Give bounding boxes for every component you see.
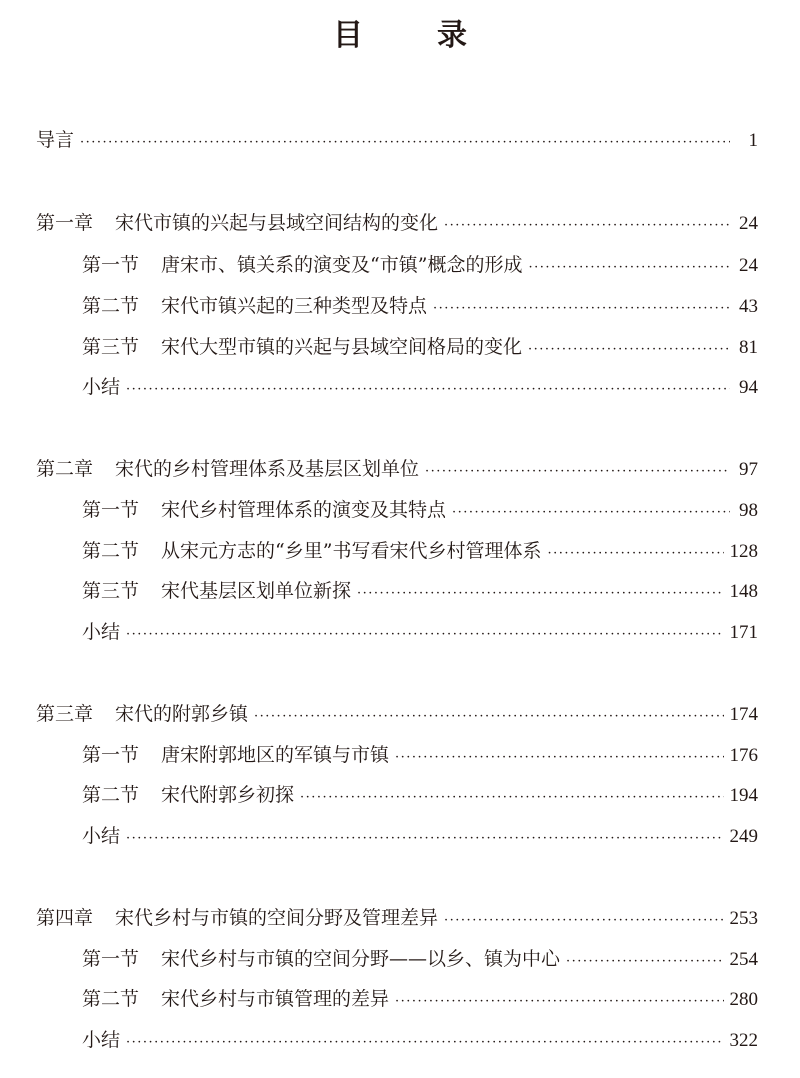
- toc-page-number: 194: [729, 785, 758, 806]
- toc-section[interactable]: [82, 577, 758, 605]
- leader-dots: [433, 295, 730, 323]
- leader-dots: [425, 458, 730, 486]
- toc-page-number: 24: [739, 255, 758, 276]
- toc-chapter-3[interactable]: [36, 700, 758, 728]
- leader-dots: [528, 254, 730, 282]
- section-title: 宋代乡村与市镇的空间分野——以乡、镇为中心: [161, 948, 561, 970]
- toc-page-number: 98: [739, 500, 758, 521]
- section-title: 宋代市镇兴起的三种类型及特点: [161, 295, 428, 317]
- leader-dots: [452, 499, 730, 527]
- toc-page-number: 176: [729, 745, 758, 766]
- toc-summary[interactable]: [82, 618, 758, 646]
- toc-page-number: 249: [729, 826, 758, 847]
- toc-summary[interactable]: [82, 1026, 758, 1054]
- section-title: 宋代乡村与市镇管理的差异: [161, 988, 390, 1010]
- toc-page-number: 171: [729, 622, 758, 643]
- section-number: 第二节: [82, 988, 140, 1010]
- chapter-number: 第三章: [36, 703, 94, 725]
- leader-dots: [444, 212, 730, 240]
- leader-dots: [126, 621, 723, 649]
- leader-dots: [126, 376, 730, 404]
- toc-section[interactable]: [82, 251, 758, 279]
- section-title: 宋代乡村管理体系的演变及其特点: [161, 499, 447, 521]
- toc-page-number: 322: [729, 1030, 758, 1051]
- leader-dots: [566, 948, 723, 976]
- toc-page-number: 174: [729, 704, 758, 725]
- toc-summary[interactable]: [82, 822, 758, 850]
- toc-page-number: 253: [729, 908, 758, 929]
- section-number: 第一节: [82, 254, 140, 276]
- toc-label: 导言: [36, 129, 75, 151]
- section-number: 第二节: [82, 784, 140, 806]
- chapter-number: 第一章: [36, 212, 94, 234]
- leader-dots: [528, 336, 730, 364]
- toc-page-number: 1: [748, 130, 758, 151]
- leader-dots: [444, 907, 723, 935]
- chapter-number: 第二章: [36, 458, 94, 480]
- summary-label: 小结: [82, 621, 121, 643]
- section-title: 唐宋市、镇关系的演变及“市镇”概念的形成: [161, 254, 523, 276]
- section-title: 宋代基层区划单位新探: [161, 580, 352, 602]
- toc-page-number: 81: [739, 337, 758, 358]
- leader-dots: [254, 703, 723, 731]
- chapter-title: 宋代的附郭乡镇: [115, 703, 249, 725]
- section-title: 唐宋附郭地区的军镇与市镇: [161, 744, 390, 766]
- section-number: 第三节: [82, 336, 140, 358]
- section-title: 宋代附郭乡初探: [161, 784, 295, 806]
- title-char-1: 目: [333, 18, 363, 53]
- section-number: 第二节: [82, 540, 140, 562]
- summary-label: 小结: [82, 1029, 121, 1051]
- toc-page-number: 148: [729, 581, 758, 602]
- summary-label: 小结: [82, 825, 121, 847]
- section-title: 宋代大型市镇的兴起与县域空间格局的变化: [161, 336, 523, 358]
- leader-dots: [395, 988, 723, 1016]
- toc-page-number: 280: [729, 989, 758, 1010]
- section-number: 第二节: [82, 295, 140, 317]
- page-title: [0, 10, 800, 54]
- chapter-title: 宋代市镇的兴起与县域空间结构的变化: [115, 212, 439, 234]
- leader-dots: [357, 580, 723, 608]
- leader-dots: [300, 784, 723, 812]
- chapter-number: 第四章: [36, 907, 94, 929]
- toc-chapter-4[interactable]: [36, 904, 758, 932]
- toc-page-number: 128: [729, 541, 758, 562]
- chapter-title: 宋代乡村与市镇的空间分野及管理差异: [115, 907, 439, 929]
- toc-chapter-1[interactable]: [36, 209, 758, 237]
- leader-dots: [395, 744, 723, 772]
- chapter-title: 宋代的乡村管理体系及基层区划单位: [115, 458, 420, 480]
- summary-label: 小结: [82, 376, 121, 398]
- toc-page-number: 97: [739, 459, 758, 480]
- leader-dots: [80, 129, 730, 157]
- section-title: 从宋元方志的“乡里”书写看宋代乡村管理体系: [161, 540, 542, 562]
- toc-section[interactable]: [82, 292, 758, 320]
- title-char-2: 录: [437, 18, 467, 53]
- toc-section[interactable]: [82, 781, 758, 809]
- toc-section[interactable]: [82, 496, 758, 524]
- section-number: 第一节: [82, 948, 140, 970]
- section-number: 第一节: [82, 744, 140, 766]
- leader-dots: [126, 825, 723, 853]
- section-number: 第一节: [82, 499, 140, 521]
- toc-summary[interactable]: [82, 373, 758, 401]
- toc-entry-intro[interactable]: [36, 126, 758, 154]
- leader-dots: [126, 1029, 723, 1057]
- toc-section[interactable]: [82, 333, 758, 361]
- section-number: 第三节: [82, 580, 140, 602]
- leader-dots: [547, 540, 723, 568]
- toc-section[interactable]: [82, 985, 758, 1013]
- toc-page-number: 43: [739, 296, 758, 317]
- toc-page-number: 24: [739, 213, 758, 234]
- toc-page-number: 94: [739, 377, 758, 398]
- toc-section[interactable]: [82, 741, 758, 769]
- toc-page-number: 254: [729, 949, 758, 970]
- toc-section[interactable]: [82, 945, 758, 973]
- toc-section[interactable]: [82, 537, 758, 565]
- toc-chapter-2[interactable]: [36, 455, 758, 483]
